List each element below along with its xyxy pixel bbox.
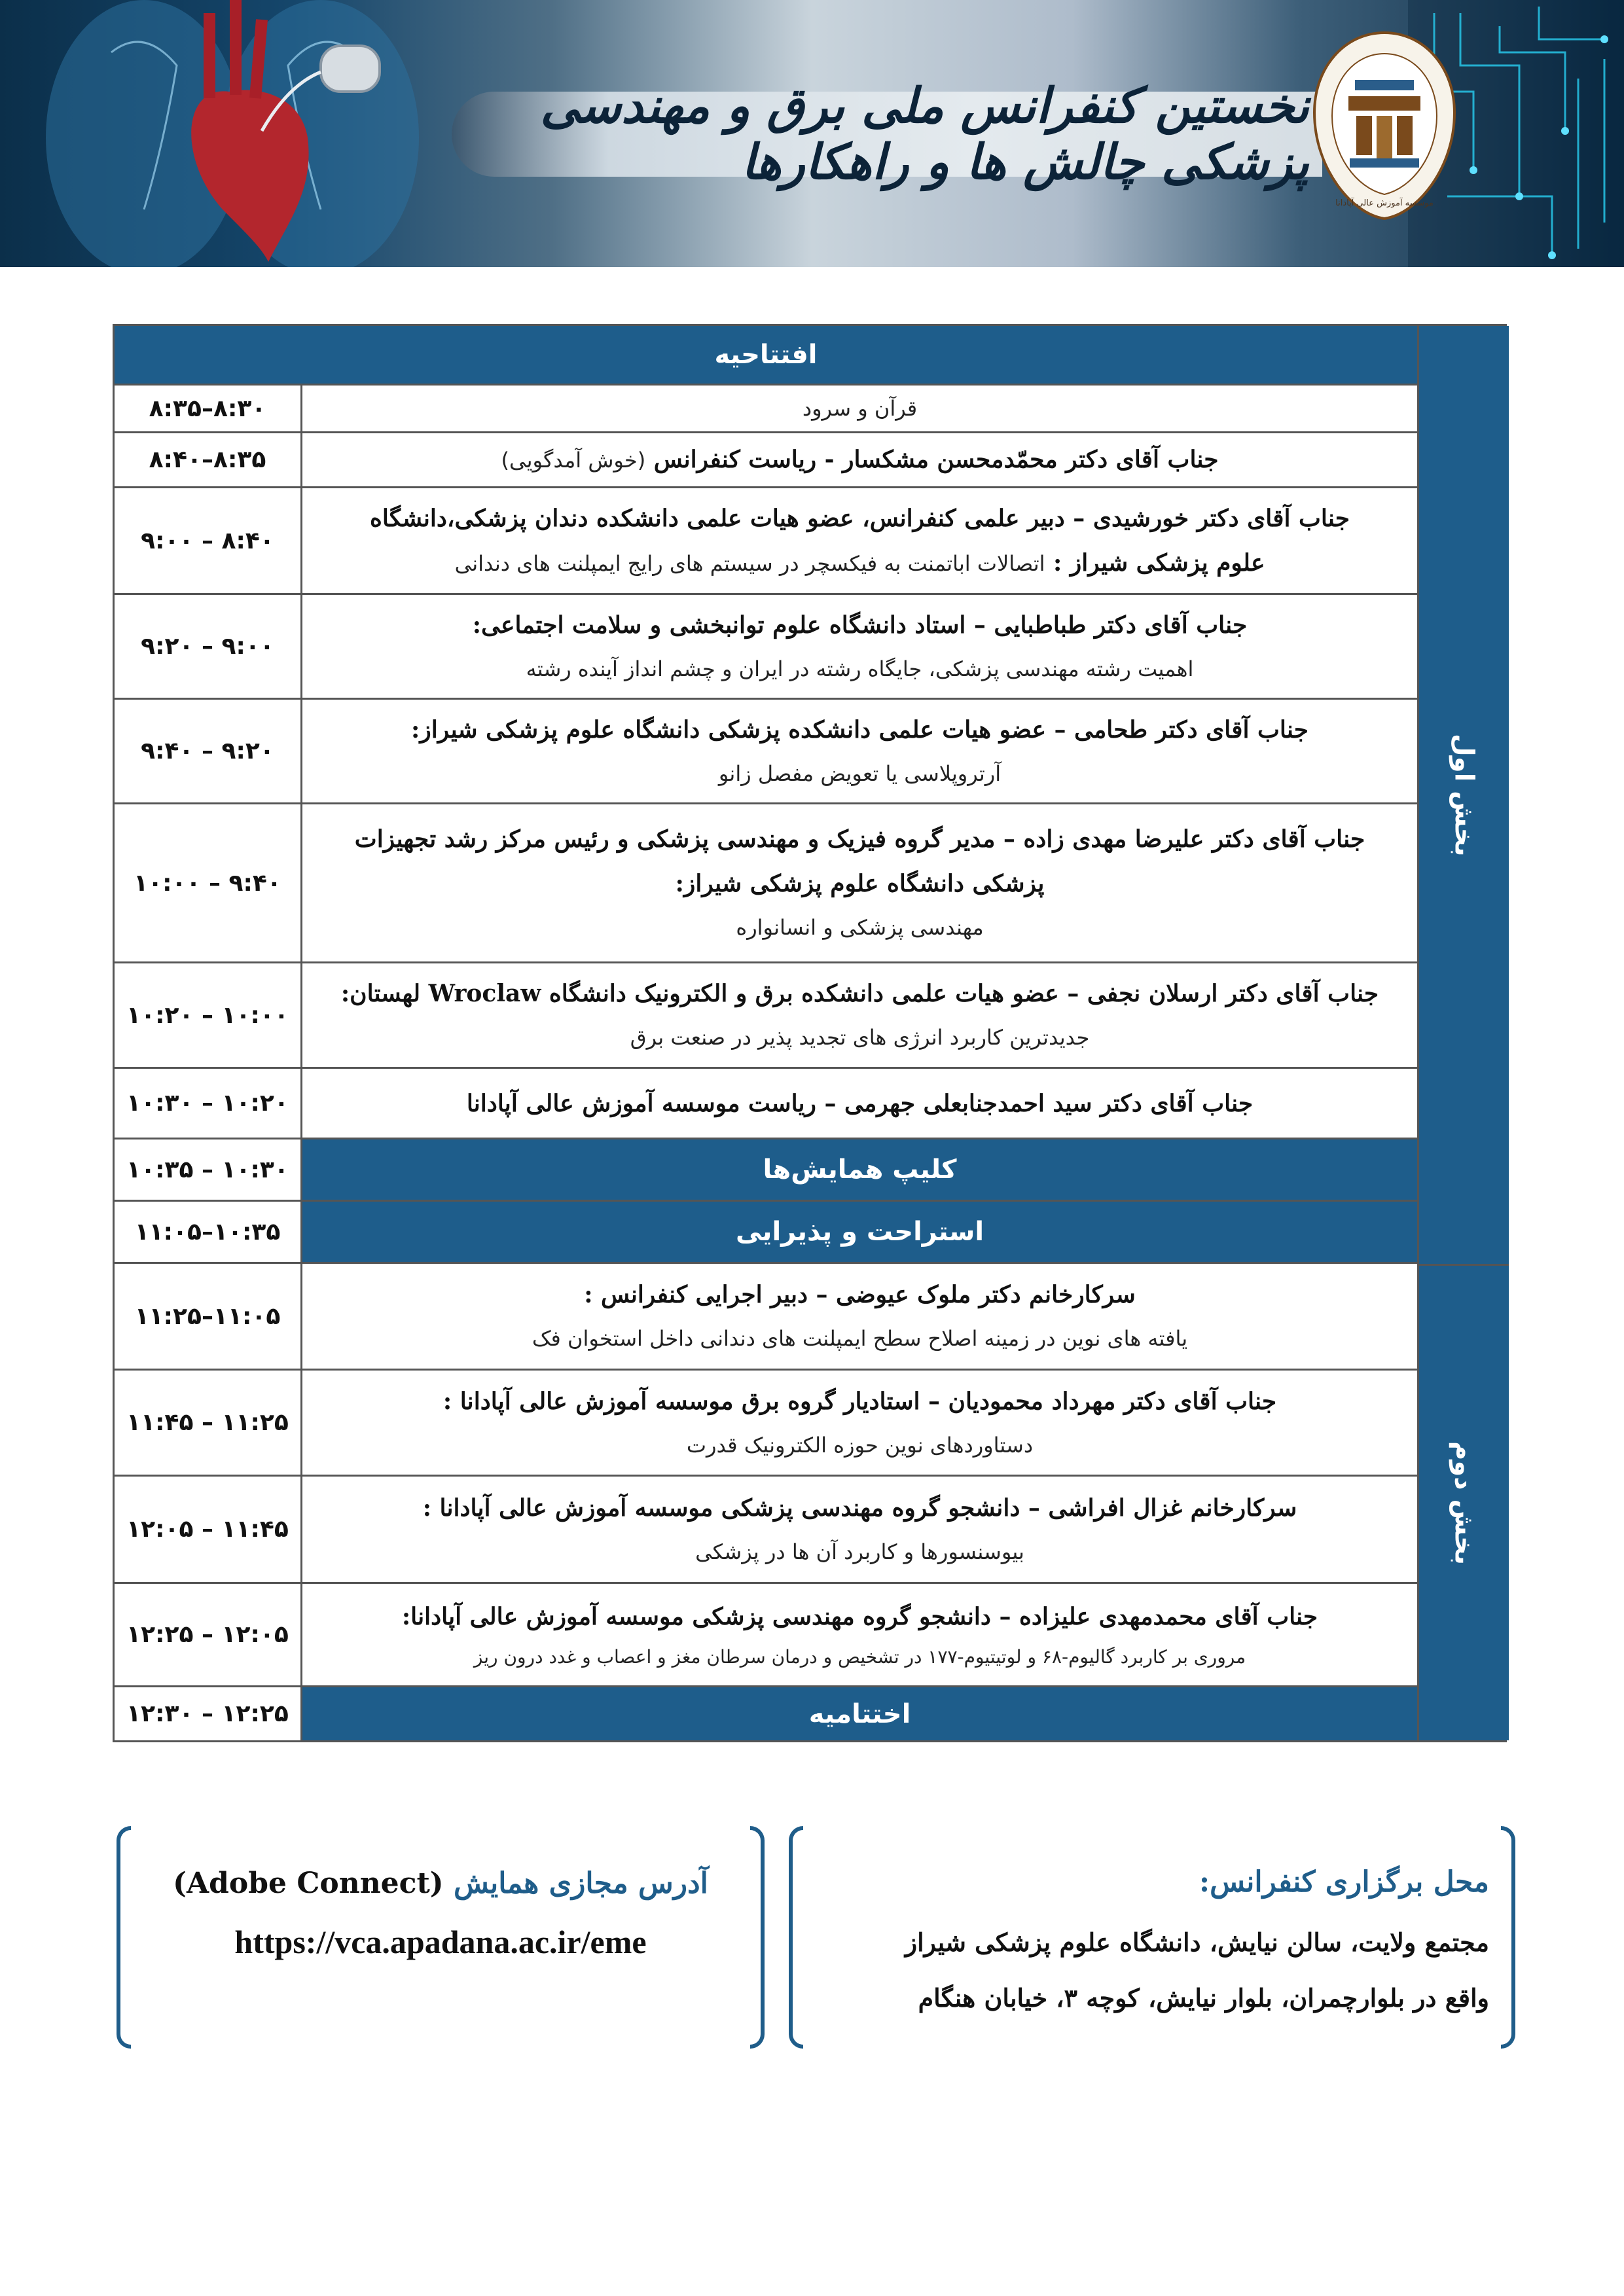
- schedule-header-break: ۱۰:۳۵–۱۱:۰۵ استراحت و پذیرایی: [115, 1202, 1417, 1264]
- schedule-header-opening: افتتاحیه: [115, 326, 1417, 386]
- talk-title: بیوسنسورها و کاربرد آن ها در پزشکی: [695, 1539, 1024, 1564]
- session-title: قرآن و سرود: [802, 396, 918, 421]
- speaker-line: جناب آقای دکتر سید احمدجنابعلی جهرمی – ریاست موسسه آموزش عالی آپادانا: [466, 1089, 1254, 1117]
- bracket-left: [789, 1826, 803, 2049]
- schedule-row: [115, 433, 1417, 488]
- schedule-row: [115, 595, 1417, 700]
- time-slot: ۱۰:۳۰ – ۱۰:۳۵: [115, 1139, 302, 1200]
- schedule-row: [115, 1371, 1417, 1477]
- time-slot: ۸:۳۵–۸:۴۰: [115, 433, 302, 486]
- speaker-line: جناب آقای دکتر طباطبایی – استاد دانشگاه علوم توانبخشی و سلامت اجتماعی:: [472, 611, 1248, 639]
- schedule-row: [115, 1477, 1417, 1584]
- time-slot: ۱۰:۲۰ – ۱۰:۳۰: [115, 1069, 302, 1138]
- time-slot: ۸:۴۰ – ۹:۰۰: [115, 488, 302, 593]
- speaker-line: جناب آقای دکتر خورشیدی – دبیر علمی کنفرانس، عضو هیات علمی دانشکده دندان پزشکی،دانشگاه: [370, 504, 1350, 532]
- time-slot: ۱۱:۲۵ – ۱۱:۴۵: [115, 1371, 302, 1475]
- venue-title: محل برگزاری کنفرانس:: [1199, 1865, 1489, 1899]
- time-slot: ۸:۳۰–۸:۳۵: [115, 386, 302, 431]
- venue-box: [789, 1826, 1515, 2049]
- speaker-line: جناب آقای دکتر علیرضا مهدی زاده – مدیر گروه فیزیک و مهندسی پزشکی و رئیس مرکز رشد تجهیزات: [354, 825, 1365, 853]
- bracket-right: [1501, 1826, 1515, 2049]
- conference-banner: [0, 0, 1624, 267]
- time-slot: ۱۲:۰۵ – ۱۲:۲۵: [115, 1584, 302, 1685]
- speaker-line: جناب آقای دکتر مهرداد محمودیان – استادیار گروه برق موسسه آموزش عالی آپادانا :: [442, 1387, 1277, 1415]
- conference-title: نخستین کنفرانس ملی برق و مهندسی پزشکی چالش ها و راهکارها: [540, 78, 1309, 190]
- time-slot: ۱۱:۴۵ – ۱۲:۰۵: [115, 1477, 302, 1582]
- schedule-row: [115, 804, 1417, 963]
- virtual-address-title: آدرس مجازی همایش (Adobe Connect): [173, 1867, 708, 1900]
- time-slot: ۱۲:۲۵ – ۱۲:۳۰: [115, 1687, 302, 1740]
- time-slot: ۹:۰۰ – ۹:۲۰: [115, 595, 302, 698]
- time-slot: ۱۰:۳۵–۱۱:۰۵: [115, 1202, 302, 1262]
- program-schedule-table: [113, 324, 1507, 1742]
- time-slot: ۹:۲۰ – ۹:۴۰: [115, 700, 302, 802]
- speaker-line: علوم پزشکی شیراز : اتصالات اباتمنت به فیکسچر در سیستم های رایج ایمپلنت های دندانی: [454, 548, 1265, 577]
- schedule-row: [115, 963, 1417, 1069]
- talk-title: مروری بر کاربرد گالیوم-۶۸ و لوتیتیوم-۱۷۷ در تشخیص و درمان سرطان مغز و اعصاب و غدد درون ریز: [473, 1645, 1246, 1668]
- virtual-url-link[interactable]: https://vca.apadana.ac.ir/eme: [234, 1924, 647, 1960]
- venue-address-line: مجتمع ولایت، سالن نیایش، دانشگاه علوم پزشکی شیراز: [905, 1928, 1489, 1957]
- schedule-row: [115, 1264, 1417, 1371]
- speaker-line: جناب آقای دکتر طحامی – عضو هیات علمی دانشکده پزشکی دانشگاه علوم پزشکی شیراز:: [411, 715, 1308, 744]
- talk-title: دستاوردهای نوین حوزه الکترونیک قدرت: [686, 1432, 1034, 1458]
- time-slot: ۱۰:۰۰ – ۱۰:۲۰: [115, 963, 302, 1067]
- schedule-row: [115, 386, 1417, 433]
- institute-logo: [1309, 27, 1460, 224]
- talk-title: مهندسی پزشکی و انسانواره: [736, 915, 984, 940]
- schedule-header-closing: ۱۲:۲۵ – ۱۲:۳۰ اختتامیه: [115, 1687, 1417, 1740]
- svg-text:موسسه آموزش عالی آپادانا: موسسه آموزش عالی آپادانا: [1335, 198, 1434, 208]
- talk-title: جدیدترین کاربرد انرژی های تجدید پذیر در صنعت برق: [630, 1025, 1090, 1050]
- venue-address-line: واقع در بلوارچمران، بلوار نیایش، کوچه ۳، خیابان هنگام: [918, 1983, 1489, 2013]
- section-label-first: بخش اول: [1417, 326, 1509, 1264]
- schedule-row: [115, 1584, 1417, 1687]
- speaker-line: جناب آقای دکتر ارسلان نجفی – عضو هیات علمی دانشکده برق و الکترونیک دانشگاه Wroclaw لهستان:: [340, 980, 1379, 1007]
- talk-title: اهمیت رشته مهندسی پزشکی، جایگاه رشته در ایران و چشم انداز آینده رشته: [526, 656, 1194, 681]
- speaker-line: سرکارخانم غزال افراشی – دانشجو گروه مهندسی پزشکی موسسه آموزش عالی آپادانا :: [422, 1494, 1297, 1522]
- schedule-header-clip: ۱۰:۳۰ – ۱۰:۳۵ کلیپ همایش‌ها: [115, 1139, 1417, 1202]
- talk-title: اتصالات اباتمنت به فیکسچر در سیستم های رایج ایمپلنت های دندانی: [454, 550, 1045, 576]
- speaker-line: پزشکی دانشگاه علوم پزشکی شیراز:: [675, 870, 1045, 897]
- heart-lungs-illustration: [13, 0, 458, 267]
- speaker-line: جناب آقای دکتر محمّدمحسن مشکسار - ریاست کنفرانس (خوش آمدگویی): [501, 446, 1219, 473]
- speaker-line: سرکارخانم دکتر ملوک عیوضی – دبیر اجرایی کنفرانس :: [584, 1281, 1136, 1308]
- schedule-row: [115, 700, 1417, 804]
- schedule-row: [115, 488, 1417, 595]
- speaker-line: جناب آقای محمدمهدی علیزاده – دانشجو گروه مهندسی پزشکی موسسه آموزش عالی آپادانا:: [401, 1602, 1318, 1630]
- talk-title: یافته های نوین در زمینه اصلاح سطح ایمپلنت های دندانی داخل استخوان فک: [532, 1326, 1188, 1351]
- time-slot: ۱۱:۰۵–۱۱:۲۵: [115, 1264, 302, 1369]
- session-note: (خوش آمدگویی): [501, 448, 646, 473]
- schedule-row: [115, 1069, 1417, 1139]
- platform-name: (Adobe Connect): [173, 1867, 444, 1900]
- talk-title: آرتروپلاسی یا تعویض مفصل زانو: [718, 761, 1001, 786]
- virtual-address-box: [117, 1826, 765, 2049]
- section-label-second: بخش دوم: [1417, 1264, 1509, 1740]
- time-slot: ۹:۴۰ – ۱۰:۰۰: [115, 804, 302, 961]
